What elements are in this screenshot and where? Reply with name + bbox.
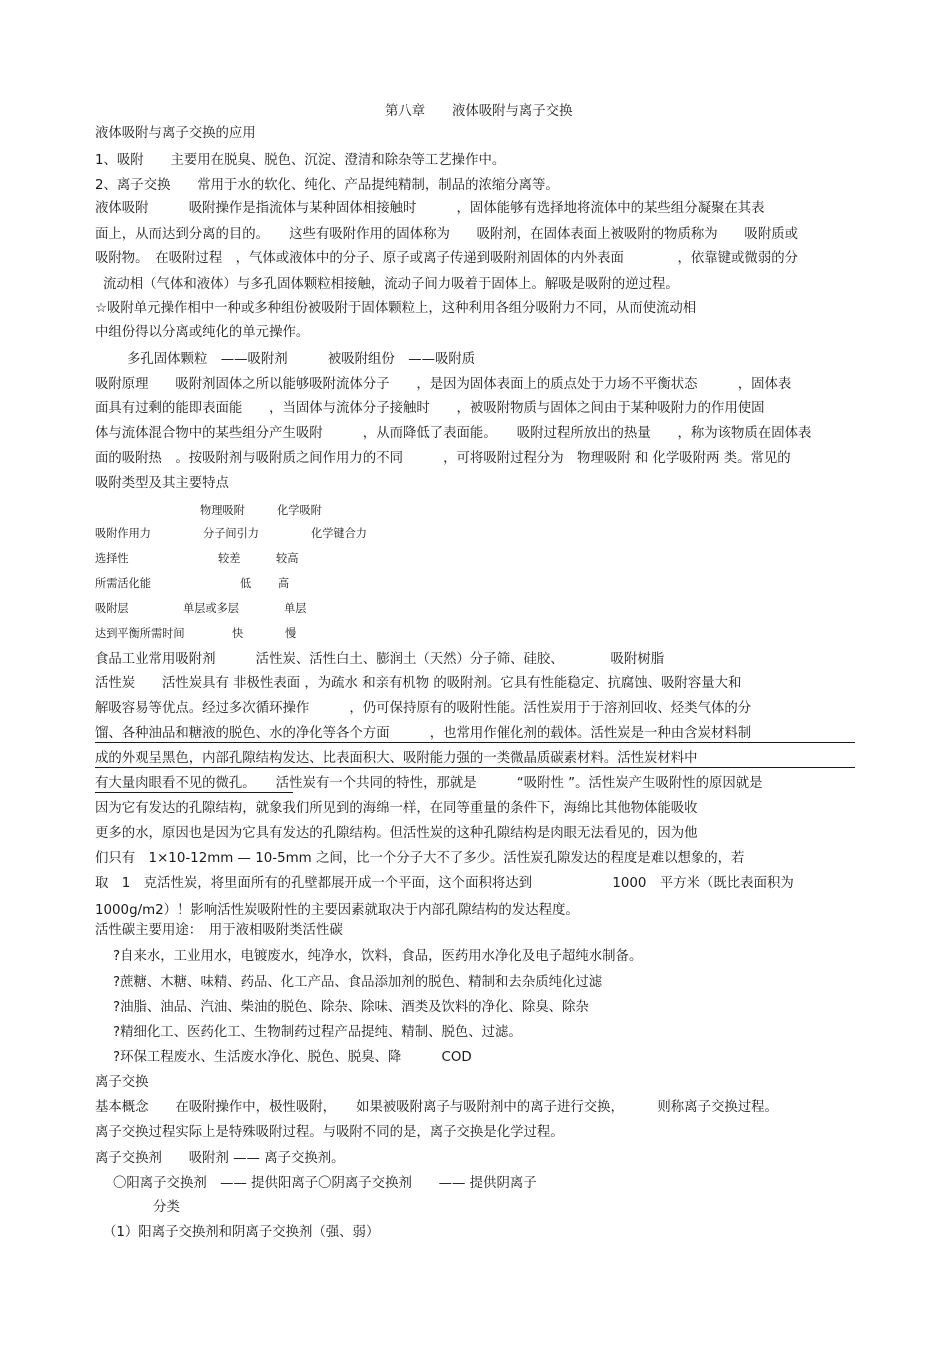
text-line: 1000g/m2）！影响活性炭吸附性的主要因素就取决于内部孔隙结构的发达程度。	[95, 903, 579, 918]
text-line: 离子交换过程实际上是特殊吸附过程。与吸附不同的是，离子交换是化学过程。	[95, 1125, 564, 1140]
table-cell: 较高	[276, 552, 299, 565]
text-line: 体与流体混合物中的某些组分产生吸附 ，从而降低了表面能。 吸附过程所放出的热量 ，称为该物质在固体表	[95, 426, 812, 441]
text-line: 面上，从而达到分离的目的。 这些有吸附作用的固体称为 吸附剂，在固体表面上被吸附的物质称为 吸附质或	[95, 227, 798, 242]
text-line: 吸附类型及其主要特点	[95, 476, 229, 491]
text-line: 吸附原理 吸附剂固体之所以能够吸附流体分子 ，是因为固体表面上的质点处于力场不平衡状态 ，固体表	[95, 377, 792, 392]
text-line: 流动相（气体和液体）与多孔固体颗粒相接触，流动子间力吸着于固体上。解吸是吸附的逆过程。	[103, 277, 679, 292]
table-cell: 快	[232, 627, 244, 640]
text-line: 面的吸附热 。按吸附剂与吸附质之间作用力的不同 ，可将吸附过程分为 物理吸附 和 化学吸附两 类。常见的	[95, 451, 791, 466]
table-row-label: 所需活化能	[95, 577, 151, 590]
text-line: 2、离子交换 常用于水的软化、纯化、产品提纯精制，制品的浓缩分离等。	[95, 178, 559, 193]
table-cell: 高	[278, 577, 290, 590]
text-line: 们只有 1×10-12mm — 10-5mm 之间，比一个分子大不了多少。活性炭孔隙发达的程度是难以想象的，若	[95, 851, 745, 866]
underline-rule	[95, 792, 293, 793]
table-cell: 慢	[285, 627, 297, 640]
text-line: 离子交换剂 吸附剂 —— 离子交换剂。	[95, 1151, 345, 1166]
table-cell: 分子间引力	[203, 527, 259, 540]
text-line: 1、吸附 主要用在脱臭、脱色、沉淀、澄清和除杂等工艺操作中。	[95, 153, 506, 168]
section-heading-applications: 液体吸附与离子交换的应用	[95, 126, 256, 141]
table-cell: 单层	[284, 602, 307, 615]
text-line: 有大量肉眼看不见的微孔。 活性炭有一个共同的特性，那就是 “吸附性 ”。活性炭产生吸附性的原因就是	[95, 776, 763, 791]
text-line: 食品工业常用吸附剂 活性炭、活性白土、膨润土（天然）分子筛、硅胶、 吸附树脂	[95, 652, 665, 667]
bullet-item: ?蔗糖、木糖、味精、药品、化工产品、食品添加剂的脱色、精制和去杂质纯化过滤	[113, 975, 603, 990]
underline-rule	[95, 742, 855, 743]
text-line: 分类	[153, 1200, 180, 1215]
table-cell: 化学键合力	[311, 527, 367, 540]
text-line: 液体吸附 吸附操作是指流体与某种固体相接触时 ，固体能够有选择地将流体中的某些组分凝聚在其表	[95, 201, 765, 216]
text-line: 吸附物。 在吸附过程 ，气体或液体中的分子、原子或离子传递到吸附剂固体的内外表面 ，依靠键或微弱的分	[95, 251, 798, 266]
table-header-chemical: 化学吸附	[277, 504, 322, 517]
text-line: 更多的水，原因也是因为它具有发达的孔隙结构。但活性炭的这种孔隙结构是肉眼无法看见的，因为他	[95, 826, 698, 841]
text-line: 成的外观呈黑色，内部孔隙结构发达、比表面积大、吸附能力强的一类微晶质碳素材料。活性炭材料中	[95, 751, 698, 766]
bullet-item: ?精细化工、医药化工、生物制药过程产品提纯、精制、脱色、过滤。	[113, 1025, 522, 1040]
underline-rule	[95, 767, 855, 768]
table-row-label: 吸附层	[95, 602, 129, 615]
table-row-label: 达到平衡所需时间	[95, 627, 185, 640]
text-line: 多孔固体颗粒 ——吸附剂 被吸附组份 ——吸附质	[127, 352, 476, 367]
text-line: 〇阳离子交换剂 —— 提供阳离子〇阴离子交换剂 —— 提供阴离子	[113, 1176, 537, 1191]
bullet-item: ?自来水，工业用水，电镀废水，纯净水，饮料，食品，医药用水净化及电子超纯水制备。	[113, 949, 643, 964]
text-line: 因为它有发达的孔隙结构，就象我们所见到的海绵一样，在同等重量的条件下，海绵比其他物体能吸收	[95, 801, 698, 816]
text-line: 基本概念 在吸附操作中，极性吸附， 如果被吸附离子与吸附剂中的离子进行交换， 则称离子交换过程。	[95, 1100, 778, 1115]
text-line: （1）阳离子交换剂和阴离子交换剂（强、弱）	[103, 1225, 380, 1240]
table-cell: 低	[240, 577, 252, 590]
text-line: ☆吸附单元操作相中一种或多种组份被吸附于固体颗粒上，这种利用各组分吸附力不同，从而使流动相	[95, 301, 697, 316]
table-cell: 较差	[218, 552, 241, 565]
table-cell: 单层或多层	[183, 602, 239, 615]
bullet-item: ?环保工程废水、生活废水净化、脱色、脱臭、降 COD	[113, 1050, 472, 1065]
text-line: 活性炭 活性炭具有 非极性表面 ，为疏水 和亲有机物 的吸附剂。它具有性能稳定、抗腐蚀、吸附容量大和	[95, 676, 742, 691]
section-heading-ion-exchange: 离子交换	[95, 1075, 149, 1090]
text-line: 馏、各种油品和糖液的脱色、水的净化等各个方面 ，也常用作催化剂的载体。活性炭是一种由含炭材料制	[95, 726, 752, 741]
table-row-label: 吸附作用力	[95, 527, 151, 540]
text-line: 面具有过剩的能即表面能 ，当固体与流体分子接触时 ，被吸附物质与固体之间由于某种吸附力的作用使固	[95, 401, 765, 416]
text-line: 活性碳主要用途： 用于液相吸附类活性碳	[95, 923, 343, 938]
bullet-item: ?油脂、油品、汽油、柴油的脱色、除杂、除味、酒类及饮料的净化、除臭、除杂	[113, 1000, 589, 1015]
text-line: 中组份得以分离或纯化的单元操作。	[95, 325, 310, 340]
text-line: 解吸容易等优点。经过多次循环操作 ，仍可保持原有的吸附性能。活性炭用于于溶剂回收、烃类气体的分	[95, 701, 752, 716]
table-row-label: 选择性	[95, 552, 129, 565]
page-title: 第八章 液体吸附与离子交换	[385, 104, 573, 119]
text-line: 取 1 克活性炭，将里面所有的孔壁都展开成一个平面，这个面积将达到 1000 平方米（既比表面积为	[95, 876, 794, 891]
table-header-physical: 物理吸附	[200, 504, 245, 517]
